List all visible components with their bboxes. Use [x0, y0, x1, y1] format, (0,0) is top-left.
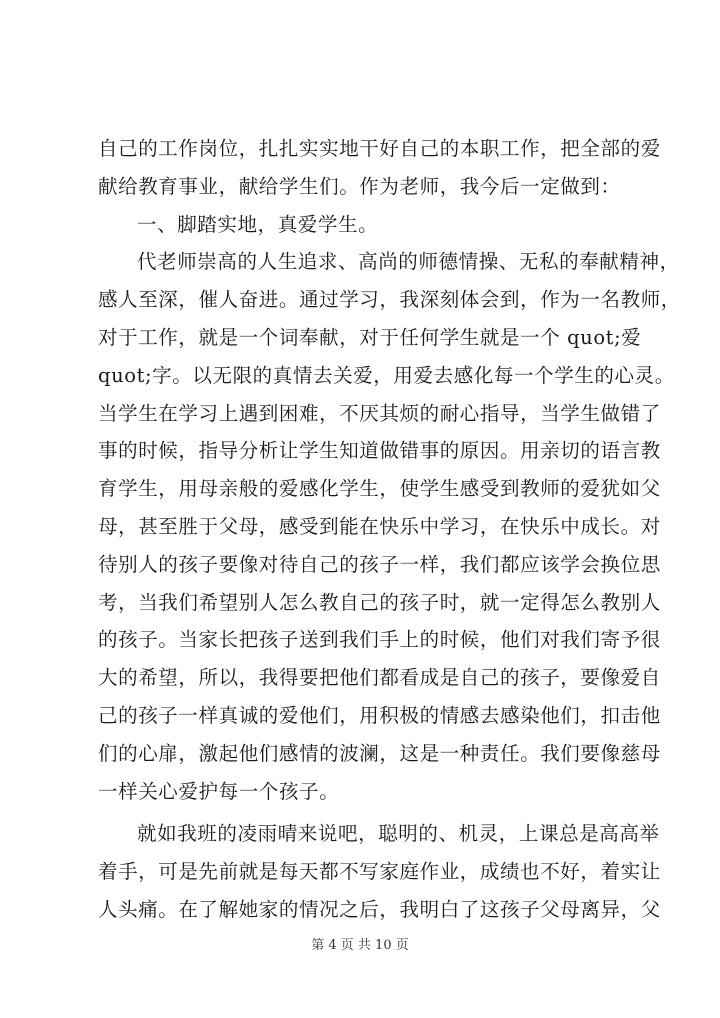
text-line: 己的孩子一样真诚的爱他们，用积极的情感去感染他们，扣击他: [98, 703, 661, 727]
text-line: 考，当我们希望别人怎么教自己的孩子时，就一定得怎么教别人: [98, 590, 661, 614]
text-line: 着手，可是先前就是每天都不写家庭作业，成绩也不好，着实让: [98, 860, 661, 884]
text-line: 献给教育事业，献给学生们。作为老师，我今后一定做到：: [98, 174, 621, 198]
text-line: 自己的工作岗位，扎扎实实地干好自己的本职工作，把全部的爱: [98, 137, 661, 160]
text-line: 人头痛。在了解她家的情况之后，我明白了这孩子父母离异，父: [98, 897, 661, 921]
text-line: 事的时候，指导分析让学生知道做错事的原因。用亲切的语言教: [98, 439, 661, 463]
section-heading: 一、脚踏实地，真爱学生。: [137, 212, 379, 236]
text-line: 当学生在学习上遇到困难，不厌其烦的耐心指导，当学生做错了: [98, 401, 661, 425]
text-line: 大的希望，所以，我得要把他们都看成是自己的孩子，要像爱自: [98, 666, 661, 690]
text-line: 代老师崇高的人生追求、高尚的师德情操、无私的奉献精神，: [137, 250, 680, 274]
text-line: 就如我班的凌雨晴来说吧，聪明的、机灵，上课总是高高举: [137, 822, 660, 846]
body-text: [98, 130, 681, 929]
text-line: 感人至深，催人奋进。通过学习，我深刻体会到，作为一名教师，: [98, 288, 681, 312]
text-line: 母，甚至胜于父母，感受到能在快乐中学习，在快乐中成长。对: [98, 514, 661, 538]
text-line: 待别人的孩子要像对待自己的孩子一样，我们都应该学会换位思: [98, 552, 661, 576]
page-number-footer: 第 4 页 共 10 页: [311, 938, 409, 953]
text-line: quot;字。以无限的真情去关爱，用爱去感化每一个学生的心灵。: [98, 363, 675, 387]
text-line: 育学生，用母亲般的爱感化学生，使学生感受到教师的爱犹如父: [98, 477, 661, 501]
text-line: 们的心扉，激起他们感情的波澜，这是一种责任。我们要像慈母: [98, 741, 661, 765]
text-line: 一样关心爱护每一个孩子。: [98, 779, 340, 803]
text-line: 对于工作，就是一个词奉献，对于任何学生就是一个 quot;爱: [98, 325, 642, 349]
text-line: 的孩子。当家长把孩子送到我们手上的时候，他们对我们寄予很: [98, 628, 661, 652]
